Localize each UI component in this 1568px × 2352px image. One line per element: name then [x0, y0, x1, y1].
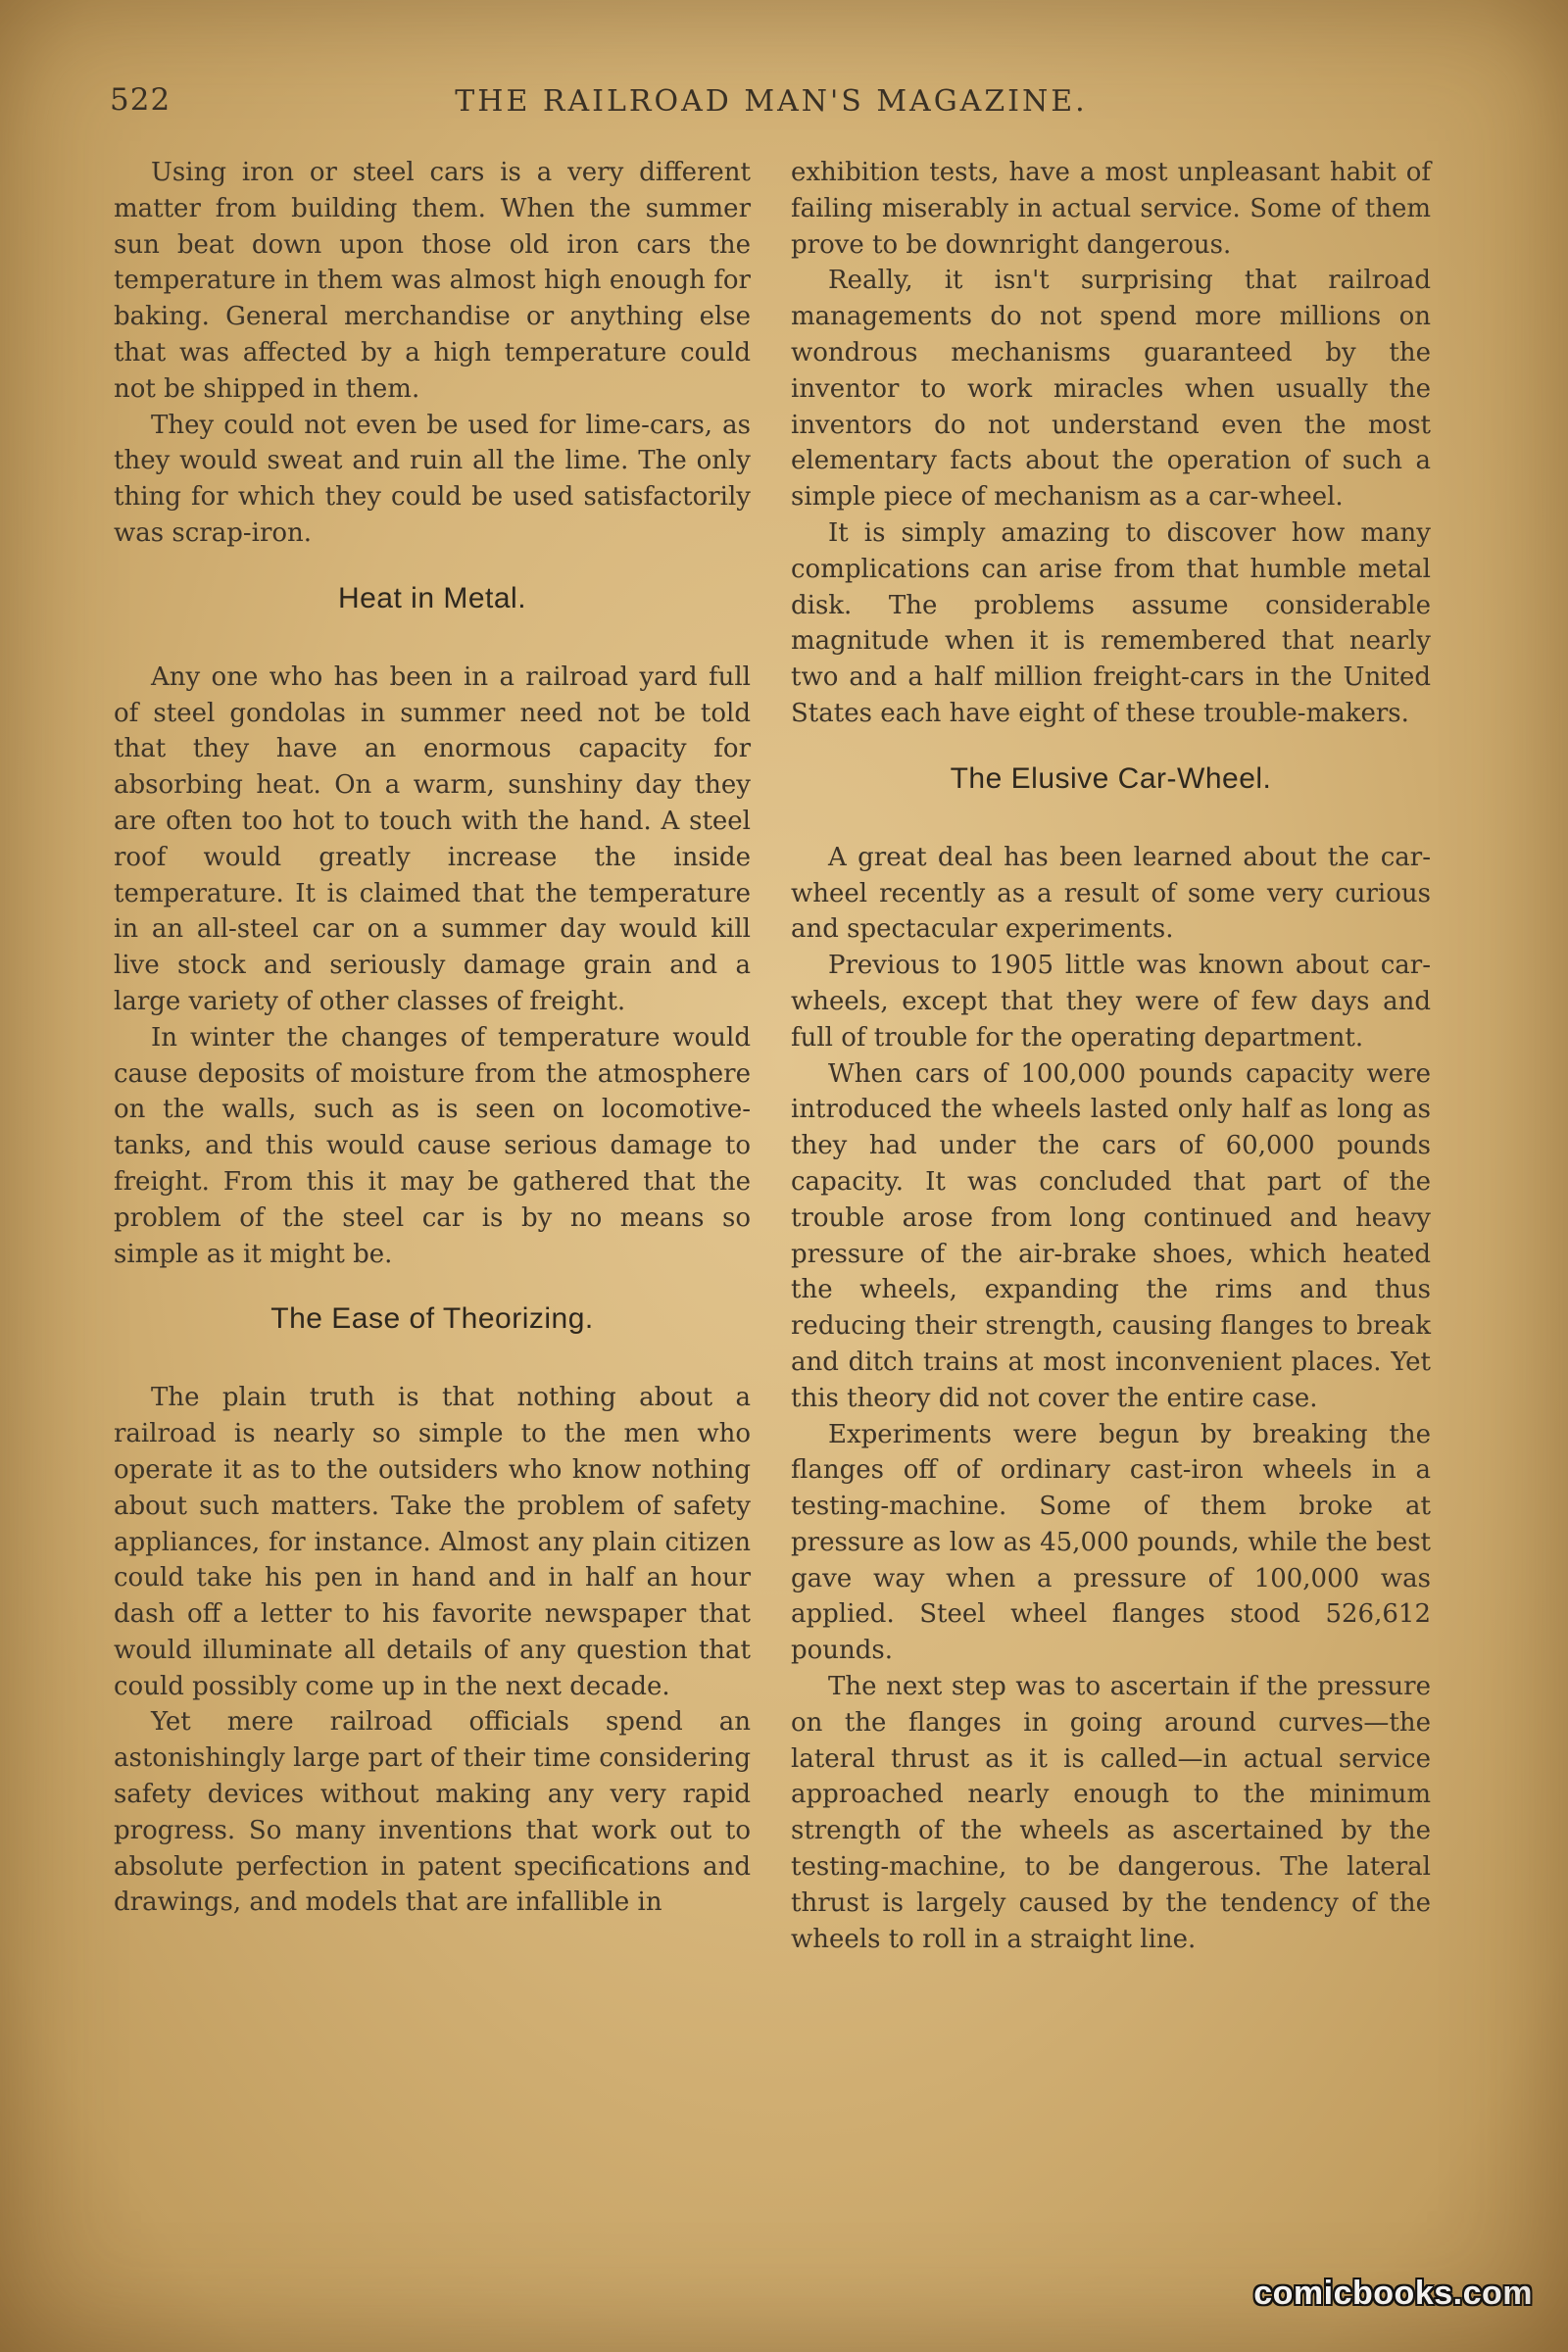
paragraph-iron-cars: Using iron or steel cars is a very different matter from building them. When the summer sun beat down upon those old iron cars the temperature in them was almost high enough for baking. General merchandise or anything else that was affected by a high temperature could not be shipped in them. — [114, 158, 751, 404]
running-title: THE RAILROAD MAN'S MAGAZINE. — [455, 84, 1088, 119]
right-column — [791, 155, 1431, 1957]
paragraph-previous-1905: Previous to 1905 little was known about car-wheels, except that they were of few days and full of trouble for the operating department. — [791, 951, 1431, 1053]
paragraph-railroad-officials: Yet mere railroad officials spend an astonishingly large part of their time considering safety devices without making any very rapid progress. So many inventions that work out to absolute perfection in patent specifications and drawings, and models that are infallible in — [114, 1707, 751, 1918]
paragraph-railroad-managements: Really, it isn't surprising that railroad managements do not spend more millions on wondrous mechanisms guaranteed by the inventor to work miracles when usually the inventors do not understand even the most elementary facts about the operation of such a simple piece of mechanism as a car-wheel. — [791, 266, 1431, 513]
paragraph-exhibition-tests: exhibition tests, have a most unpleasant habit of failing miserably in actual service. Some of them prove to be downright dangerous. — [791, 158, 1431, 260]
paragraph-experiments: A great deal has been learned about the car-wheel recently as a result of some very curious and spectacular experiments. — [791, 842, 1431, 945]
heading-ease-of-theorizing: The Ease of Theorizing. — [270, 1302, 594, 1336]
paragraph-plain-truth: The plain truth is that nothing about a railroad is nearly so simple to the men who operate it as to the outsiders who know nothing about such matters. Take the problem of safety appliances, for instance. Almost any plain citizen could take his pen in hand and in half an hour dash off a letter to his favorite newspaper that would illuminate all details of any question that could possibly come up in the next decade. — [114, 1383, 751, 1701]
page-number: 522 — [110, 82, 172, 118]
paragraph-capacity-cars: When cars of 100,000 pounds capacity were introduced the wheels lasted only half as long as they had under the cars of 60,000 pounds capacity. It was concluded that part of the trouble arose from long continued and heavy pressure of the air-brake shoes, which heated the wheels, expanding the rims and thus reducing their strength, causing flanges to break and ditch trains at most inconvenient places. Yet this theory did not cover the entire case. — [791, 1058, 1431, 1413]
paragraph-breaking-flanges: Experiments were begun by breaking the flanges off of ordinary cast-iron wheels in a testing-machine. Some of them broke at pressure as low as 45,000 pounds, while the best gave way when a pressure of 100,000 was applied. Steel wheel flanges stood 526,612 pounds. — [791, 1419, 1431, 1666]
paragraph-metal-disk: It is simply amazing to discover how many complications can arise from that humble metal disk. The problems assume considerable magnitude when it is remembered that nearly two and a half million freight-cars in the United States each have eight of these trouble-makers. — [791, 517, 1431, 728]
watermark-logo: comicbooks.com — [1253, 2275, 1533, 2312]
paragraph-lime-cars: They could not even be used for lime-cars, as they would sweat and ruin all the lime. The only thing for which they could be used satisfactorily was scrap-iron. — [114, 410, 751, 548]
paragraph-winter-moisture: In winter the changes of temperature would cause deposits of moisture from the atmosphere on the walls, such as is seen on locomotive-tanks, and this would cause serious damage to freight. From this it may be gathered that the problem of the steel car is by no means so simple as it might be. — [114, 1022, 751, 1269]
paragraph-lateral-thrust: The next step was to ascertain if the pressure on the flanges in going around curves—the lateral thrust as it is called—in actual service approached nearly enough to the minimum strength of the wheels as ascertained by the testing-machine, to be dangerous. The lateral thrust is largely caused by the tendency of the wheels to roll in a straight line. — [791, 1672, 1431, 1954]
page-header — [110, 76, 1433, 125]
heading-elusive-car-wheel: The Elusive Car-Wheel. — [950, 761, 1272, 795]
paragraph-steel-gondolas: Any one who has been in a railroad yard full of steel gondolas in summer need not be told that they have an enormous capacity for absorbing heat. On a warm, sunshiny day they are often too hot to touch with the hand. A steel roof would greatly increase the inside temperature. It is claimed that the temperature in an all-steel car on a summer day would kill live stock and seriously damage grain and a large variety of other classes of freight. — [114, 662, 751, 1016]
heading-heat-in-metal: Heat in Metal. — [337, 581, 527, 614]
left-column — [114, 155, 751, 1921]
